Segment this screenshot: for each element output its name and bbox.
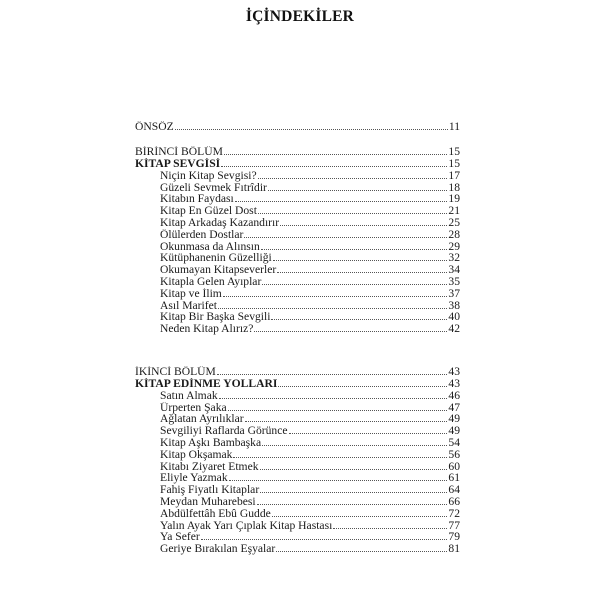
- toc-entry: [160, 543, 460, 555]
- dot-leader: [272, 508, 448, 517]
- toc-entry: [160, 496, 460, 508]
- toc-page-number: 15: [448, 158, 460, 170]
- toc-entry-title: Kitap Bir Başka Sevgili: [160, 311, 271, 324]
- toc-entry-title: Okumayan Kitapseverler: [160, 264, 277, 277]
- dot-leader: [229, 472, 448, 481]
- toc-entry-title: ÖNSÖZ: [135, 121, 174, 133]
- dot-leader: [257, 496, 448, 505]
- toc-entry-title: BİRİNCİ BÖLÜM: [135, 146, 223, 158]
- dot-leader: [221, 158, 447, 167]
- toc-page-number: 49: [448, 425, 460, 438]
- toc-page-number: 49: [448, 413, 460, 426]
- toc-page-number: 54: [448, 437, 460, 449]
- dot-leader: [258, 205, 447, 214]
- dot-leader: [260, 484, 447, 493]
- toc-entry: [160, 472, 460, 484]
- toc-entry: [160, 520, 460, 532]
- dot-leader: [244, 229, 447, 238]
- toc-entry-title: Geriye Bırakılan Eşyalar: [160, 543, 276, 556]
- toc-page-number: 25: [448, 217, 460, 229]
- dot-leader: [201, 531, 448, 540]
- toc-entry: [135, 158, 460, 170]
- toc-entry: [160, 508, 460, 520]
- dot-leader: [175, 121, 448, 130]
- toc-entry: [160, 425, 460, 437]
- toc-page-number: 29: [448, 240, 460, 253]
- dot-leader: [262, 437, 447, 446]
- dot-leader: [280, 217, 447, 226]
- toc-page-number: 35: [448, 276, 460, 288]
- toc-page-number: 42: [448, 323, 460, 336]
- toc-entry-title: Kitap Aşkı Bambaşka: [160, 437, 262, 449]
- toc-page-number: 37: [448, 287, 460, 300]
- dot-leader: [277, 264, 447, 273]
- toc-page-number: 17: [448, 169, 460, 182]
- toc-entry: [160, 241, 460, 253]
- toc-entry: [160, 229, 460, 241]
- toc-entry-title: İKİNCİ BÖLÜM: [135, 366, 216, 378]
- toc-entry-title: Kitap Okşamak: [160, 448, 233, 461]
- dot-leader: [271, 311, 447, 320]
- toc-entry-title: Kütüphanenin Güzelliği: [160, 252, 272, 265]
- dot-leader: [333, 520, 447, 529]
- toc-entry-title: Kitap En Güzel Dost: [160, 205, 257, 218]
- toc-entry-title: Niçin Kitap Sevgisi?: [160, 169, 257, 182]
- toc-entry-title: Meydan Muharebesi: [160, 496, 256, 508]
- toc-page-number: 38: [448, 299, 460, 312]
- toc-page-number: 60: [448, 460, 460, 473]
- toc-entry-title: Fahiş Fiyatlı Kitaplar: [160, 484, 260, 497]
- dot-leader: [217, 366, 448, 375]
- toc-entry: [135, 121, 460, 133]
- toc-entry: [160, 252, 460, 264]
- toc-entry-title: Kitabın Faydası: [160, 193, 234, 206]
- toc-entry-title: Ölülerden Dostlar: [160, 228, 244, 241]
- toc-entry-title: Yalın Ayak Yarı Çıplak Kitap Hastası: [160, 519, 333, 532]
- toc-page-number: 19: [448, 193, 460, 206]
- dot-leader: [219, 390, 448, 399]
- toc-entry: [160, 484, 460, 496]
- dot-leader: [233, 449, 447, 458]
- toc-entry: [160, 300, 460, 312]
- toc-entry: [160, 390, 460, 402]
- toc-page-number: 34: [448, 264, 460, 277]
- toc-entry-title: Eliyle Yazmak: [160, 472, 228, 485]
- toc-page-number: 11: [448, 121, 460, 133]
- dot-leader: [218, 300, 447, 309]
- toc-entry: [160, 217, 460, 229]
- toc-page-number: 28: [448, 228, 460, 241]
- toc-page-number: 64: [448, 484, 460, 497]
- dot-leader: [268, 182, 448, 191]
- toc-page-number: 72: [448, 507, 460, 520]
- toc-entry-title: Okunmasa da Alınsın: [160, 240, 260, 253]
- toc-entry: [160, 205, 460, 217]
- toc-page-number: 79: [448, 531, 460, 544]
- toc-entry: [160, 413, 460, 425]
- toc-entry-title: Abdülfettâh Ebû Gudde: [160, 507, 271, 520]
- page-title: İÇİNDEKİLER: [245, 8, 355, 25]
- toc-entry-title: KİTAP SEVGİSİ: [135, 158, 221, 170]
- toc-entry-title: Kitap Arkadaş Kazandırır: [160, 217, 280, 229]
- toc-page-number: 61: [448, 472, 460, 485]
- toc-entry: [160, 461, 460, 473]
- toc-entry-title: KİTAP EDİNME YOLLARI: [135, 378, 278, 390]
- dot-leader: [273, 252, 448, 261]
- toc-entry: [160, 402, 460, 414]
- toc-entry-title: Ağlatan Ayrılıklar: [160, 413, 244, 426]
- toc-entry: [135, 366, 460, 378]
- toc-page-number: 56: [448, 448, 460, 461]
- dot-leader: [245, 413, 448, 422]
- toc-page-number: 43: [448, 366, 460, 378]
- toc-page-number: 46: [448, 389, 460, 402]
- toc-entry: [160, 323, 460, 335]
- toc-entry-title: Sevgiliyi Raflarda Görünce: [160, 425, 288, 438]
- toc-entry-title: Kitap ve İlim: [160, 287, 222, 300]
- toc-page-number: 47: [448, 401, 460, 414]
- dot-leader: [289, 425, 448, 434]
- dot-leader: [228, 402, 448, 411]
- toc-entry-title: Asıl Marifet: [160, 299, 217, 312]
- dot-leader: [278, 378, 447, 387]
- toc-entry: [160, 531, 460, 543]
- dot-leader: [258, 170, 448, 179]
- toc-page-number: 40: [448, 311, 460, 324]
- toc-entry-title: Ürperten Şaka: [160, 401, 227, 414]
- toc-entry-title: Ya Sefer: [160, 531, 200, 544]
- dot-leader: [276, 543, 447, 552]
- toc-entry-title: Kitabı Ziyaret Etmek: [160, 460, 259, 473]
- dot-leader: [262, 276, 447, 285]
- dot-leader: [224, 146, 447, 155]
- toc-entry: [160, 193, 460, 205]
- toc-entry-title: Güzeli Sevmek Fıtrîdir: [160, 181, 267, 194]
- toc-page-number: 32: [448, 252, 460, 265]
- toc-page-number: 81: [448, 543, 460, 556]
- toc-entry: [160, 264, 460, 276]
- toc-page-number: 18: [448, 181, 460, 194]
- toc-entry: [160, 288, 460, 300]
- toc-entry-title: Satın Almak: [160, 389, 218, 402]
- toc-entry: [135, 146, 460, 158]
- toc-entry: [160, 276, 460, 288]
- dot-leader: [254, 323, 447, 332]
- toc-entry: [160, 311, 460, 323]
- toc-entry: [160, 437, 460, 449]
- toc-page-number: 43: [448, 378, 460, 390]
- toc-entry: [160, 170, 460, 182]
- toc-entry: [135, 378, 460, 390]
- toc-page-number: 66: [448, 496, 460, 508]
- toc-entry-title: Kitapla Gelen Ayıplar: [160, 276, 262, 288]
- dot-leader: [235, 193, 448, 202]
- toc-entry: [160, 449, 460, 461]
- toc-entry-title: Neden Kitap Alırız?: [160, 323, 254, 336]
- dot-leader: [260, 461, 448, 470]
- dot-leader: [223, 288, 448, 297]
- toc-page-number: 77: [448, 519, 460, 532]
- toc-page-number: 21: [448, 205, 460, 218]
- toc-entry: [160, 182, 460, 194]
- toc-page-number: 15: [448, 146, 460, 158]
- dot-leader: [261, 241, 448, 250]
